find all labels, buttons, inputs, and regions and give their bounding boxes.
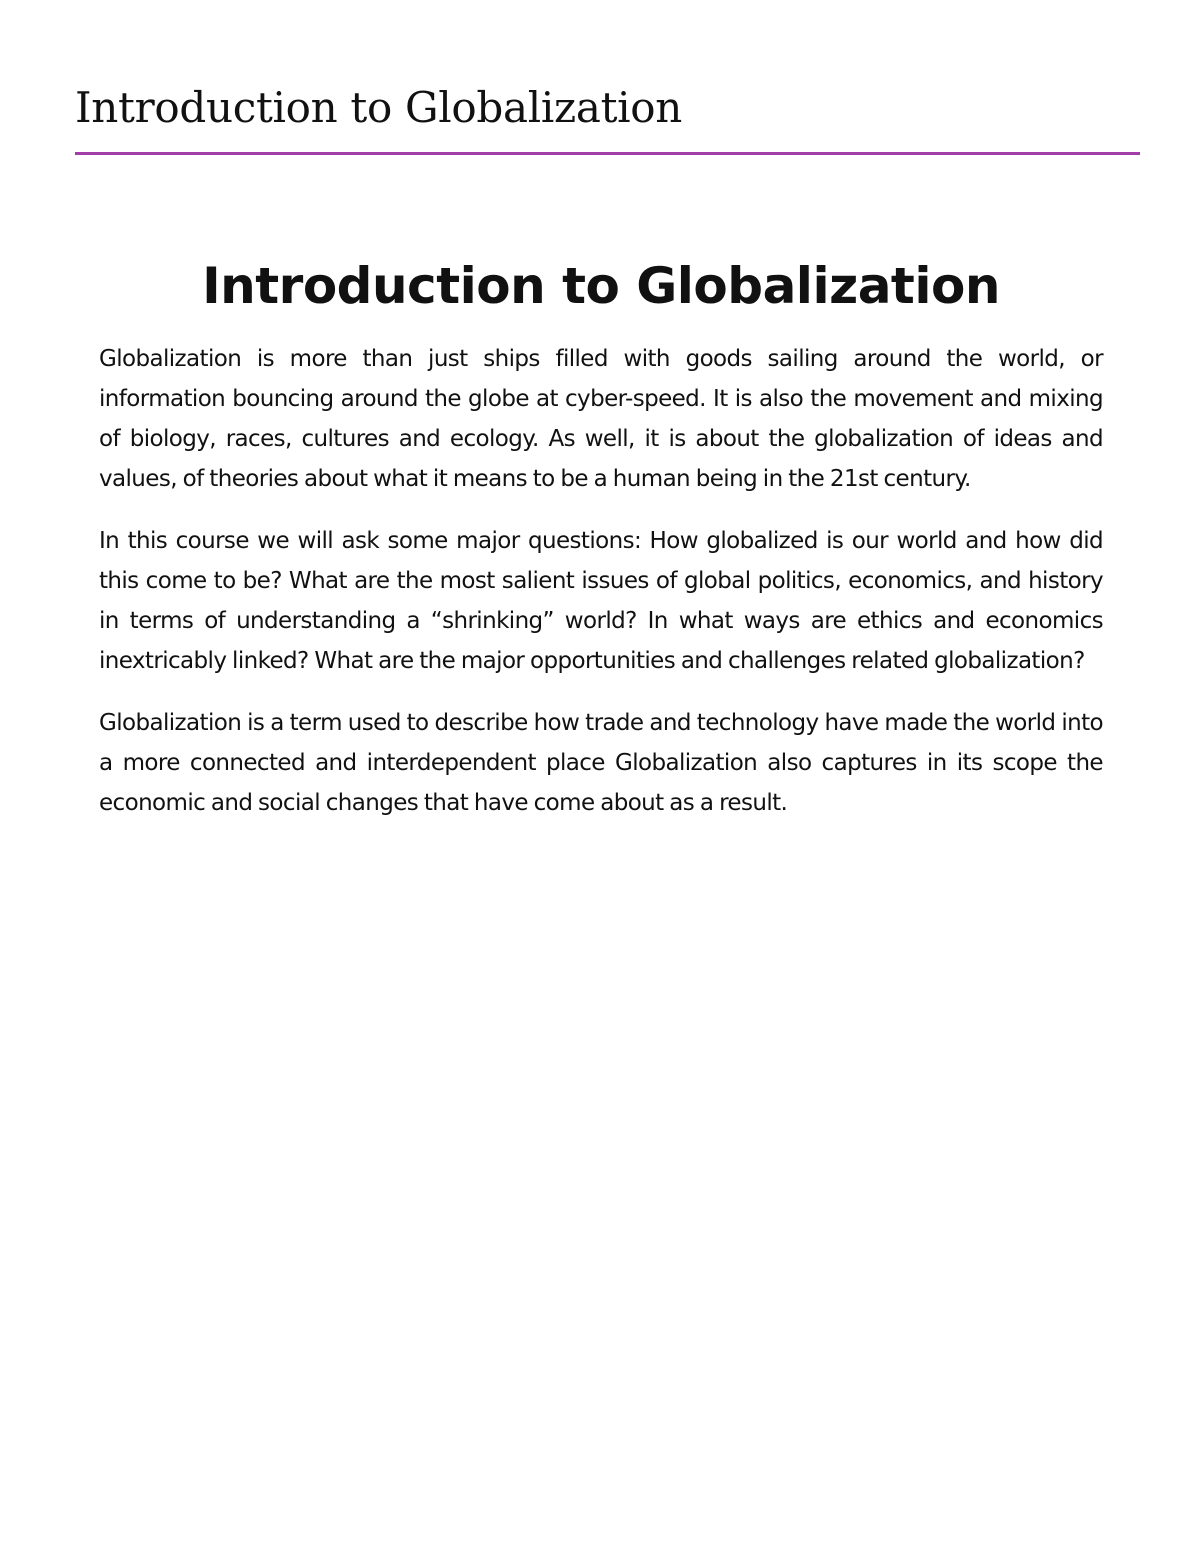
running-header-title: Introduction to Globalization (75, 83, 683, 132)
body-paragraph-2: In this course we will ask some major questions: How globalized is our world and how did this come to be? What are the most salient issues of global politics, economics, and history in terms of understanding a “shrinking” world? In what ways are ethics and economics inextricably linked? What are the major opportunities and challenges related globalization? (99, 528, 1103, 674)
body-paragraph-1: Globalization is more than just ships filled with goods sailing around the world, or information bouncing around the globe at cyber-speed. It is also the movement and mixing of biology, races, cultures and ecology. As well, it is about the globalization of ideas and values, of theories about what it means to be a human being in the 21st century. (99, 346, 1103, 492)
main-content (99, 248, 1103, 845)
running-header (75, 78, 1140, 138)
header-divider (75, 152, 1140, 155)
body-paragraph-3: Globalization is a term used to describe how trade and technology have made the world into a more connected and interdependent place Globalization also captures in its scope the economic and social changes that have come about as a result. (99, 710, 1103, 816)
page-title: Introduction to Globalization (202, 257, 1000, 315)
